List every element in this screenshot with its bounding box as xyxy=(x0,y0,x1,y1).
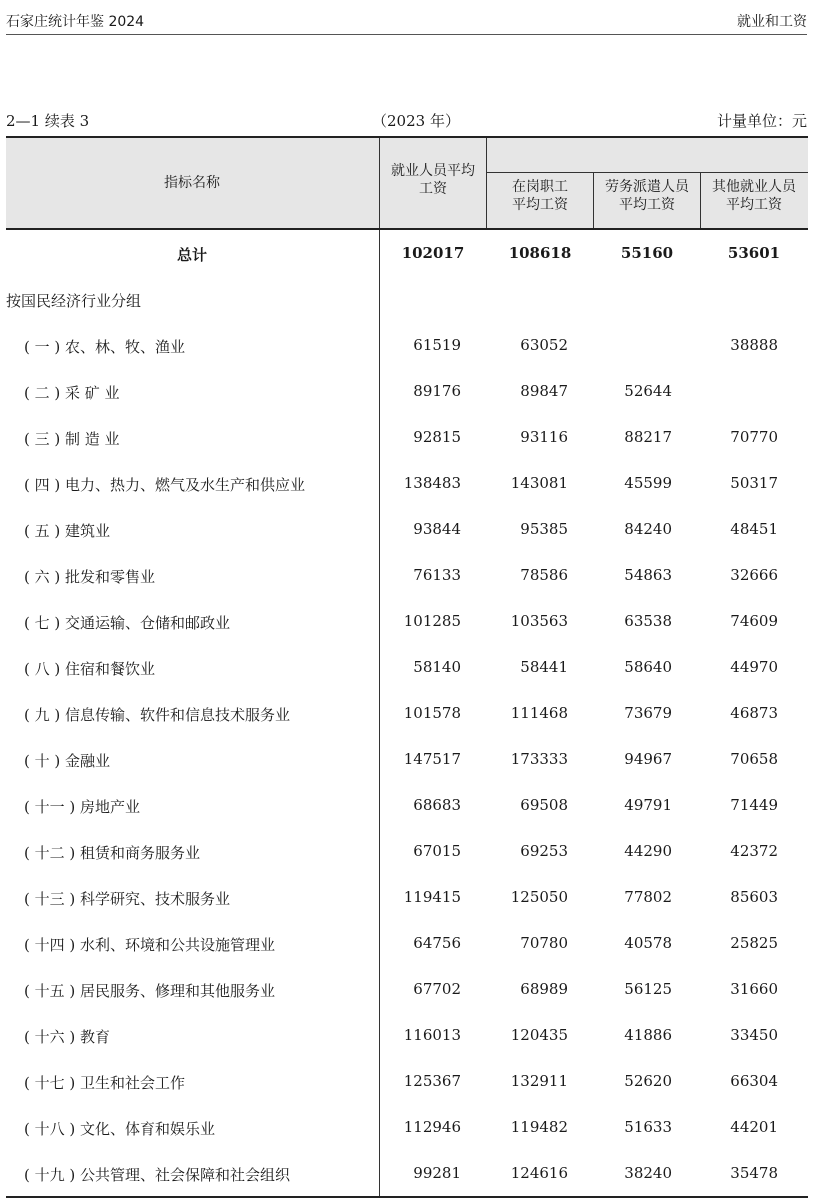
row-label: 总计 xyxy=(176,246,207,264)
cell-value: 58441 xyxy=(520,658,568,676)
cell-value: 48451 xyxy=(730,520,778,538)
cell-value: 88217 xyxy=(624,428,672,446)
cell-value: 69253 xyxy=(520,842,568,860)
table-row xyxy=(6,1150,808,1196)
measurement-unit: 计量单位：元 xyxy=(716,112,807,130)
cell-value: 173333 xyxy=(510,750,568,768)
cell-value: 31660 xyxy=(730,980,778,998)
cell-value: 99281 xyxy=(413,1164,461,1182)
cell-value: 95385 xyxy=(520,520,568,538)
cell-value: 45599 xyxy=(624,474,672,492)
cell-value: 54863 xyxy=(624,566,672,584)
cell-value: 132911 xyxy=(510,1072,568,1090)
table-row xyxy=(6,644,808,690)
cell-value: 93116 xyxy=(520,428,568,446)
cell-value: 63052 xyxy=(520,336,568,354)
cell-value: 44290 xyxy=(624,842,672,860)
cell-value: 52620 xyxy=(624,1072,672,1090)
cell-value: 58140 xyxy=(413,658,461,676)
cell-value: 38888 xyxy=(730,336,778,354)
row-label: ( 七 ) 交通运输、仓储和邮政业 xyxy=(24,614,231,632)
running-header xyxy=(6,8,807,35)
cell-value: 68989 xyxy=(520,980,568,998)
table-row xyxy=(6,782,808,828)
column-header-name: 指标名称 xyxy=(164,175,220,191)
row-label: ( 十六 ) 教育 xyxy=(24,1028,111,1046)
table-number: 2—1 续表 3 xyxy=(6,112,90,130)
row-label: ( 十 ) 金融业 xyxy=(24,752,111,770)
table-row xyxy=(6,966,808,1012)
table-row xyxy=(6,506,808,552)
row-label: ( 四 ) 电力、热力、燃气及水生产和供应业 xyxy=(24,476,306,494)
row-label: ( 一 ) 农、林、牧、渔业 xyxy=(24,338,186,356)
cell-value: 85603 xyxy=(730,888,778,906)
row-label: ( 八 ) 住宿和餐饮业 xyxy=(24,660,156,678)
cell-value: 44970 xyxy=(730,658,778,676)
cell-value: 147517 xyxy=(403,750,461,768)
cell-value: 46873 xyxy=(730,704,778,722)
cell-value: 52644 xyxy=(624,382,672,400)
cell-value: 94967 xyxy=(624,750,672,768)
cell-value: 76133 xyxy=(413,566,461,584)
table-row xyxy=(6,460,808,506)
cell-value: 71449 xyxy=(730,796,778,814)
yearbook-title: 石家庄统计年鉴 2024 xyxy=(6,14,145,30)
cell-value: 38240 xyxy=(624,1164,672,1182)
row-label: ( 十九 ) 公共管理、社会保障和社会组织 xyxy=(24,1166,291,1184)
column-header-other-wage: 其他就业人员 平均工资 xyxy=(712,179,796,213)
cell-value: 64756 xyxy=(413,934,461,952)
table-bottom-rule xyxy=(6,1196,808,1198)
row-label: ( 十三 ) 科学研究、技术服务业 xyxy=(24,890,231,908)
cell-value: 70770 xyxy=(730,428,778,446)
cell-value: 61519 xyxy=(413,336,461,354)
table-row xyxy=(6,552,808,598)
cell-value: 101578 xyxy=(403,704,461,722)
cell-value: 35478 xyxy=(730,1164,778,1182)
cell-value: 125050 xyxy=(510,888,568,906)
row-label: ( 十七 ) 卫生和社会工作 xyxy=(24,1074,186,1092)
cell-value: 70780 xyxy=(520,934,568,952)
cell-value: 53601 xyxy=(727,244,781,262)
cell-value: 73679 xyxy=(624,704,672,722)
row-label: ( 三 ) 制 造 业 xyxy=(24,430,120,448)
cell-value: 51633 xyxy=(624,1118,672,1136)
table-row xyxy=(6,874,808,920)
table-row xyxy=(6,322,808,368)
cell-value: 138483 xyxy=(403,474,461,492)
cell-value: 143081 xyxy=(510,474,568,492)
cell-value: 89176 xyxy=(413,382,461,400)
table-row xyxy=(6,828,808,874)
table-row xyxy=(6,736,808,782)
cell-value: 84240 xyxy=(624,520,672,538)
cell-value: 119482 xyxy=(510,1118,568,1136)
row-label: ( 十八 ) 文化、体育和娱乐业 xyxy=(24,1120,216,1138)
row-label: ( 十五 ) 居民服务、修理和其他服务业 xyxy=(24,982,276,1000)
cell-value: 66304 xyxy=(730,1072,778,1090)
cell-value: 74609 xyxy=(730,612,778,630)
table-row xyxy=(6,368,808,414)
cell-value: 55160 xyxy=(620,244,674,262)
table-row xyxy=(6,690,808,736)
row-label: ( 十四 ) 水利、环境和公共设施管理业 xyxy=(24,936,276,954)
cell-value: 40578 xyxy=(624,934,672,952)
cell-value: 93844 xyxy=(413,520,461,538)
table-header xyxy=(6,136,808,230)
cell-value: 119415 xyxy=(403,888,461,906)
row-label: ( 九 ) 信息传输、软件和信息技术服务业 xyxy=(24,706,291,724)
cell-value: 67702 xyxy=(413,980,461,998)
cell-value: 77802 xyxy=(624,888,672,906)
cell-value: 49791 xyxy=(624,796,672,814)
group-heading-row xyxy=(6,276,808,322)
table-row xyxy=(6,414,808,460)
cell-value: 41886 xyxy=(624,1026,672,1044)
cell-value: 116013 xyxy=(403,1026,461,1044)
cell-value: 125367 xyxy=(403,1072,461,1090)
cell-value: 108618 xyxy=(508,244,572,262)
cell-value: 102017 xyxy=(401,244,465,262)
cell-value: 69508 xyxy=(520,796,568,814)
table-year: （2023 年） xyxy=(372,112,460,130)
total-row xyxy=(6,230,808,276)
table-row xyxy=(6,598,808,644)
cell-value: 42372 xyxy=(730,842,778,860)
cell-value: 124616 xyxy=(510,1164,568,1182)
cell-value: 63538 xyxy=(624,612,672,630)
cell-value: 111468 xyxy=(510,704,568,722)
cell-value: 56125 xyxy=(624,980,672,998)
cell-value: 58640 xyxy=(624,658,672,676)
row-label: 按国民经济行业分组 xyxy=(6,292,142,310)
row-label: ( 十一 ) 房地产业 xyxy=(24,798,141,816)
table-body xyxy=(6,230,808,1196)
row-label: ( 十二 ) 租赁和商务服务业 xyxy=(24,844,201,862)
wage-table xyxy=(6,136,808,1198)
column-header-onpost-wage: 在岗职工 平均工资 xyxy=(512,179,568,213)
cell-value: 92815 xyxy=(413,428,461,446)
cell-value: 32666 xyxy=(730,566,778,584)
row-label: ( 五 ) 建筑业 xyxy=(24,522,111,540)
cell-value: 70658 xyxy=(730,750,778,768)
cell-value: 112946 xyxy=(403,1118,461,1136)
table-row xyxy=(6,1104,808,1150)
table-caption xyxy=(6,110,807,132)
cell-value: 89847 xyxy=(520,382,568,400)
cell-value: 78586 xyxy=(520,566,568,584)
cell-value: 25825 xyxy=(730,934,778,952)
cell-value: 120435 xyxy=(510,1026,568,1044)
cell-value: 50317 xyxy=(730,474,778,492)
chapter-title: 就业和工资 xyxy=(737,14,807,30)
cell-value: 33450 xyxy=(730,1026,778,1044)
row-label: ( 六 ) 批发和零售业 xyxy=(24,568,156,586)
table-row xyxy=(6,1058,808,1104)
column-header-dispatch-wage: 劳务派遣人员 平均工资 xyxy=(605,179,689,213)
cell-value: 44201 xyxy=(730,1118,778,1136)
table-row xyxy=(6,1012,808,1058)
row-label: ( 二 ) 采 矿 业 xyxy=(24,384,120,402)
cell-value: 103563 xyxy=(510,612,568,630)
cell-value: 101285 xyxy=(403,612,461,630)
cell-value: 67015 xyxy=(413,842,461,860)
cell-value: 68683 xyxy=(413,796,461,814)
table-row xyxy=(6,920,808,966)
column-header-avg-wage: 就业人员平均 工资 xyxy=(391,163,475,197)
